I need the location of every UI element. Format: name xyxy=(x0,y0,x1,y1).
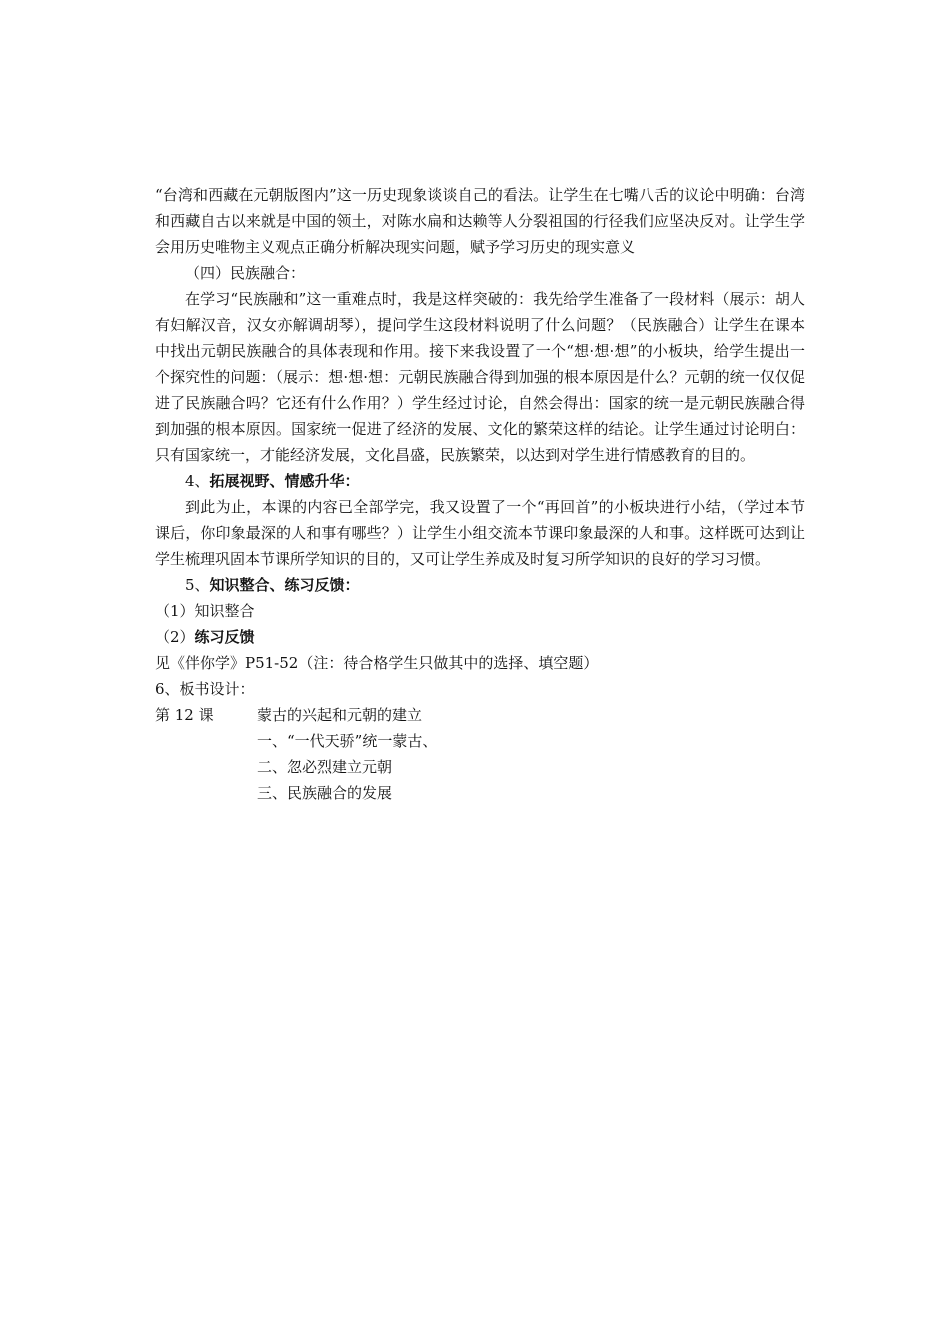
board-item: 一、“一代天骄”统一蒙古、 xyxy=(257,732,438,750)
document-body xyxy=(155,182,805,806)
section-5-number: 5、 xyxy=(185,576,210,594)
subheading-ethnic-fusion: （四）民族融合： xyxy=(185,264,306,282)
section-5-heading xyxy=(155,572,805,598)
practice-feedback-number: （2） xyxy=(155,628,195,646)
board-lesson-title: 蒙古的兴起和元朝的建立 xyxy=(257,706,423,724)
board-item: 三、民族融合的发展 xyxy=(257,784,393,802)
section-5-title: 知识整合、练习反馈： xyxy=(209,576,360,594)
paragraph-ethnic-fusion: 在学习“民族融和”这一重难点时，我是这样突破的：我先给学生准备了一段材料（展示：胡人有妇解汉音，汉女亦解调胡琴），提问学生这段材料说明了什么问题？（民族融合）让学生在课本中找出元朝民族融合的具体表现和作用。接下来我设置了一个“想·想·想”的小板块，给学生提出一个探究性的问题：（展示：想·想·想：元朝民族融合得到加强的根本原因是什么？元朝的统一仅仅促进了民族融合吗？它还有什么作用？）学生经过讨论，自然会得出：国家的统一是元朝民族融合得到加强的根本原因。国家统一促进了经济的发展、文化的繁荣这样的结论。让学生通过讨论明白：只有国家统一，才能经济发展，文化昌盛，民族繁荣，以达到对学生进行情感教育的目的。 xyxy=(155,290,805,464)
practice-feedback-title: 练习反馈 xyxy=(194,628,255,646)
board-title-row xyxy=(155,702,805,728)
section-4-title: 拓展视野、情感升华： xyxy=(209,472,360,490)
board-item: 二、忽必烈建立元朝 xyxy=(257,758,393,776)
section-6-heading: 6、板书设计： xyxy=(155,680,255,698)
board-lesson-number: 第 12 课 xyxy=(155,706,214,724)
practice-feedback-heading xyxy=(155,624,805,650)
section-4-heading xyxy=(155,468,805,494)
knowledge-integration: （1）知识整合 xyxy=(155,602,255,620)
exercise-reference: 见《伴你学》P51-52（注：待合格学生只做其中的选择、填空题） xyxy=(155,654,599,672)
paragraph-taiwan-tibet: “台湾和西藏在元朝版图内”这一历史现象谈谈自己的看法。让学生在七嘴八舌的议论中明确：台湾和西藏自古以来就是中国的领土，对陈水扁和达赖等人分裂祖国的行径我们应坚决反对。让学生学会用历史唯物主义观点正确分析解决现实问题，赋予学习历史的现实意义 xyxy=(155,186,805,256)
paragraph-review: 到此为止，本课的内容已全部学完，我又设置了一个“再回首”的小板块进行小结，（学过本节课后，你印象最深的人和事有哪些？）让学生小组交流本节课印象最深的人和事。这样既可达到让学生梳理巩固本节课所学知识的目的，又可让学生养成及时复习所学知识的良好的学习习惯。 xyxy=(155,498,805,568)
section-4-number: 4、 xyxy=(185,472,210,490)
